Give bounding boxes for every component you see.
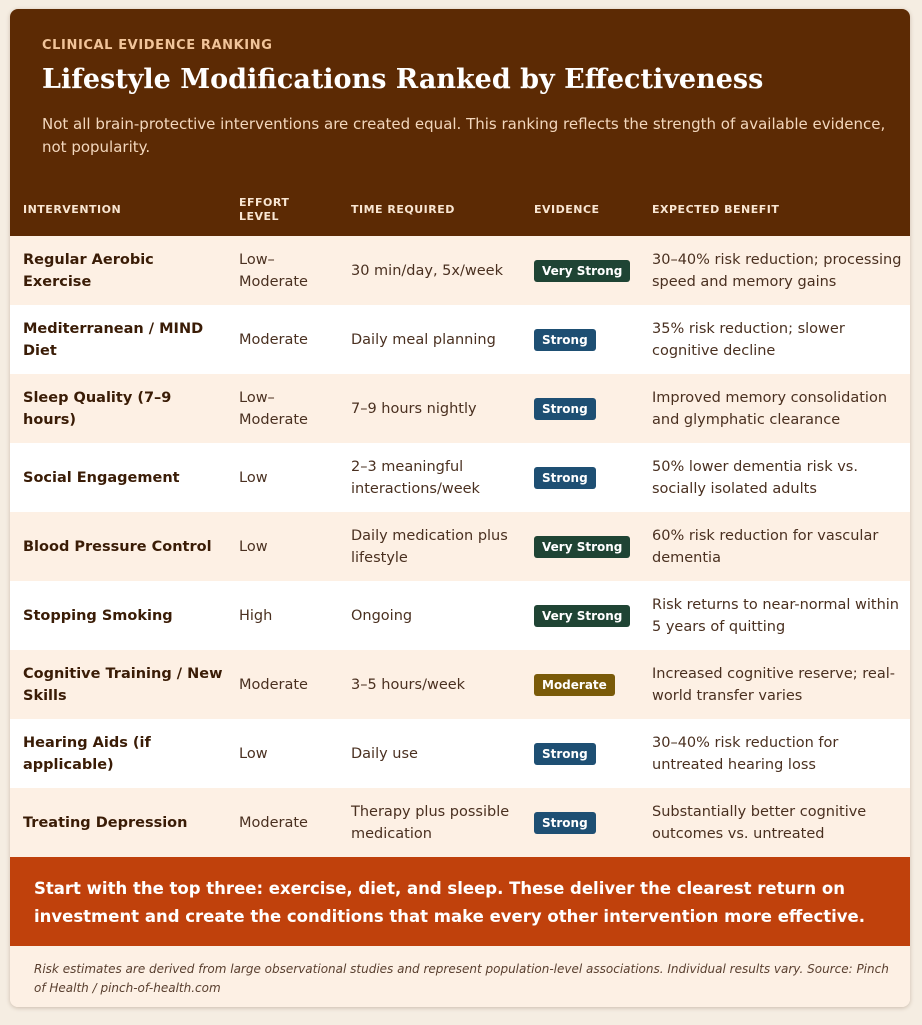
cell-time-text: Ongoing — [351, 607, 413, 624]
cell-effort-text: Low — [239, 745, 268, 762]
cell-effort — [239, 305, 334, 374]
footnote-text: Risk estimates are derived from large observational studies and represent population-level associations. Individual results vary. Source: Pinch of Health / pinch-of-health.com — [34, 962, 889, 995]
cell-intervention — [23, 650, 223, 719]
cell-time-text: 30 min/day, 5x/week — [351, 262, 503, 279]
cell-benefit-text: 60% risk reduction for vascular dementia — [652, 527, 879, 566]
cell-time-text: 2–3 meaningful interactions/week — [351, 458, 480, 497]
cell-time-text: 3–5 hours/week — [351, 676, 466, 693]
column-header-benefit: EXPECTED BENEFIT — [652, 203, 780, 216]
cell-evidence — [534, 788, 644, 857]
cell-benefit-text: 35% risk reduction; slower cognitive decline — [652, 320, 845, 359]
cell-effort-text: Low–Moderate — [239, 389, 308, 428]
cell-benefit — [652, 443, 902, 512]
evidence-badge: Strong — [534, 743, 596, 765]
cell-intervention-text: Stopping Smoking — [23, 607, 173, 624]
cell-intervention — [23, 512, 223, 581]
cell-effort — [239, 581, 334, 650]
footnote — [10, 946, 910, 1007]
cell-intervention-text: Treating Depression — [23, 814, 188, 831]
cell-time — [351, 305, 526, 374]
table-header — [10, 184, 910, 236]
cell-effort-text: Low — [239, 538, 268, 555]
cell-time — [351, 512, 526, 581]
cell-evidence — [534, 374, 644, 443]
cell-effort-text: Moderate — [239, 331, 308, 348]
cell-intervention — [23, 788, 223, 857]
cell-time — [351, 719, 526, 788]
table-body — [10, 236, 910, 857]
cell-effort-text: Moderate — [239, 814, 308, 831]
evidence-badge: Strong — [534, 329, 596, 351]
cell-intervention-text: Cognitive Training / New Skills — [23, 665, 223, 704]
cell-time-text: Daily use — [351, 745, 418, 762]
cell-time — [351, 443, 526, 512]
cell-effort — [239, 650, 334, 719]
cell-benefit — [652, 719, 902, 788]
cell-time-text: 7–9 hours nightly — [351, 400, 477, 417]
cell-time-text: Therapy plus possible medication — [351, 803, 510, 842]
cell-intervention — [23, 443, 223, 512]
cell-time — [351, 581, 526, 650]
evidence-badge: Very Strong — [534, 260, 630, 282]
evidence-badge: Strong — [534, 467, 596, 489]
cell-benefit — [652, 236, 902, 305]
page-subtitle: Not all brain-protective interventions are created equal. This ranking reflects the strength of available evidence, not popularity. — [42, 115, 886, 156]
cell-effort-text: Low–Moderate — [239, 251, 308, 290]
ranking-card — [10, 9, 910, 1007]
table-row — [10, 581, 910, 650]
cell-benefit — [652, 512, 902, 581]
cell-evidence — [534, 305, 644, 374]
cell-intervention — [23, 374, 223, 443]
cell-benefit — [652, 650, 902, 719]
table-row — [10, 719, 910, 788]
cell-effort — [239, 374, 334, 443]
evidence-badge: Very Strong — [534, 605, 630, 627]
cell-time-text: Daily meal planning — [351, 331, 496, 348]
evidence-badge: Very Strong — [534, 536, 630, 558]
cell-evidence — [534, 650, 644, 719]
cell-benefit-text: Substantially better cognitive outcomes vs. untreated — [652, 803, 867, 842]
table-row — [10, 650, 910, 719]
table-row — [10, 443, 910, 512]
cell-effort — [239, 719, 334, 788]
cell-benefit — [652, 788, 902, 857]
cell-benefit-text: Increased cognitive reserve; real-world transfer varies — [652, 665, 895, 704]
callout-banner — [10, 857, 910, 946]
cell-intervention-text: Regular Aerobic Exercise — [23, 251, 154, 290]
evidence-badge: Moderate — [534, 674, 615, 696]
cell-evidence — [534, 719, 644, 788]
cell-intervention-text: Blood Pressure Control — [23, 538, 212, 555]
table-row — [10, 305, 910, 374]
cell-effort — [239, 236, 334, 305]
cell-intervention — [23, 305, 223, 374]
cell-benefit-text: Risk returns to near-normal within 5 years of quitting — [652, 596, 899, 635]
table-row — [10, 374, 910, 443]
table-row — [10, 788, 910, 857]
column-header-time: TIME REQUIRED — [351, 203, 455, 216]
cell-benefit — [652, 305, 902, 374]
cell-effort — [239, 788, 334, 857]
cell-effort-text: High — [239, 607, 273, 624]
cell-effort — [239, 512, 334, 581]
page-title: Lifestyle Modifications Ranked by Effectiveness — [42, 64, 764, 95]
card-header — [10, 9, 910, 236]
cell-time — [351, 650, 526, 719]
cell-intervention — [23, 719, 223, 788]
evidence-badge: Strong — [534, 398, 596, 420]
cell-intervention-text: Hearing Aids (if applicable) — [23, 734, 151, 773]
cell-intervention — [23, 581, 223, 650]
cell-intervention-text: Mediterranean / MIND Diet — [23, 320, 204, 359]
callout-text: Start with the top three: exercise, diet, and sleep. These deliver the clearest return on investment and create the conditions that make every other intervention more effective. — [34, 879, 865, 926]
eyebrow-label: CLINICAL EVIDENCE RANKING — [42, 38, 273, 53]
cell-time — [351, 788, 526, 857]
cell-benefit — [652, 374, 902, 443]
column-header-effort: EFFORT LEVEL — [239, 196, 290, 223]
cell-evidence — [534, 512, 644, 581]
cell-time — [351, 236, 526, 305]
cell-intervention-text: Sleep Quality (7–9 hours) — [23, 389, 172, 428]
cell-benefit-text: 30–40% risk reduction for untreated hearing loss — [652, 734, 839, 773]
cell-evidence — [534, 443, 644, 512]
table-row — [10, 512, 910, 581]
cell-time — [351, 374, 526, 443]
cell-effort-text: Low — [239, 469, 268, 486]
evidence-badge: Strong — [534, 812, 596, 834]
cell-benefit-text: 50% lower dementia risk vs. socially isolated adults — [652, 458, 858, 497]
cell-effort-text: Moderate — [239, 676, 308, 693]
column-header-evidence: EVIDENCE — [534, 203, 600, 216]
cell-intervention — [23, 236, 223, 305]
cell-evidence — [534, 236, 644, 305]
cell-benefit — [652, 581, 902, 650]
column-header-intervention: INTERVENTION — [23, 203, 122, 216]
cell-time-text: Daily medication plus lifestyle — [351, 527, 508, 566]
cell-evidence — [534, 581, 644, 650]
cell-intervention-text: Social Engagement — [23, 469, 180, 486]
cell-benefit-text: 30–40% risk reduction; processing speed and memory gains — [652, 251, 902, 290]
cell-effort — [239, 443, 334, 512]
table-row — [10, 236, 910, 305]
cell-benefit-text: Improved memory consolidation and glymphatic clearance — [652, 389, 888, 428]
